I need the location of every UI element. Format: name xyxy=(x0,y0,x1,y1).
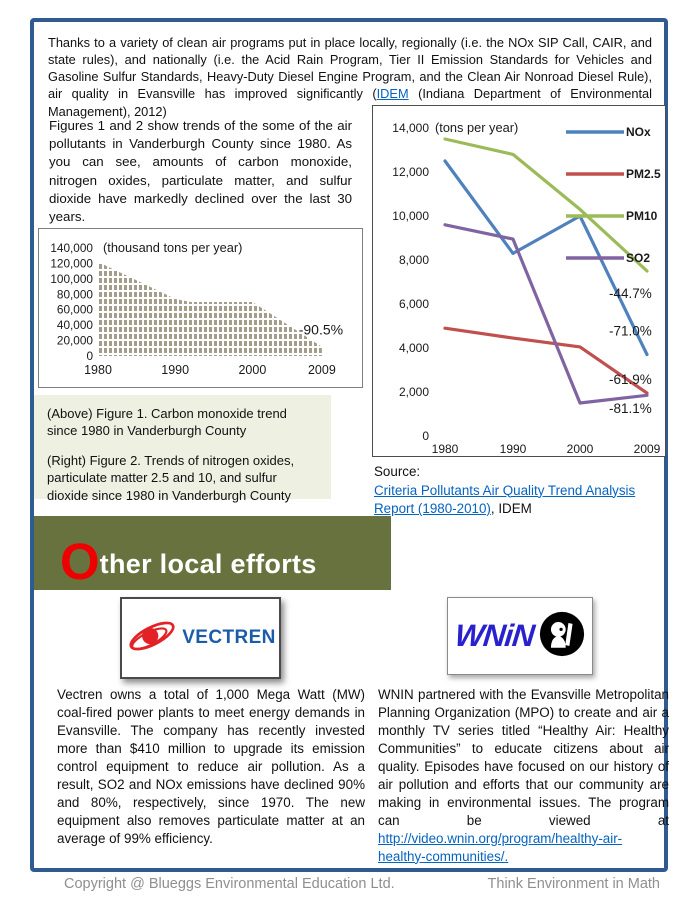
svg-text:-44.7%: -44.7% xyxy=(609,286,652,301)
svg-text:1990: 1990 xyxy=(499,442,527,456)
wnin-logo xyxy=(447,597,593,675)
svg-text:2009: 2009 xyxy=(633,442,661,456)
page-footer xyxy=(30,876,668,892)
figure1-area-chart xyxy=(39,229,362,387)
svg-text:1980: 1980 xyxy=(431,442,459,456)
svg-text:8,000: 8,000 xyxy=(398,253,429,267)
svg-text:2000: 2000 xyxy=(566,442,594,456)
svg-text:2009: 2009 xyxy=(307,363,336,377)
source-suffix: , IDEM xyxy=(490,501,532,516)
svg-text:1980: 1980 xyxy=(84,363,112,377)
other-local-efforts-banner xyxy=(34,516,391,590)
figures-description-paragraph: Figures 1 and 2 show trends of the some of the air pollutants in Vanderburgh County since 1980. As you can see, amounts of carbon monoxide, nitrogen oxides, particulate matter, and sulfur dioxide have markedly declined over the last 30 years. xyxy=(49,118,352,225)
figure2-caption: (Right) Figure 2. Trends of nitrogen oxides, particulate matter 2.5 and 10, and sulfur dioxide since 1980 in Vanderburgh County xyxy=(47,453,295,503)
svg-text:(tons per year): (tons per year) xyxy=(435,120,519,135)
footer-tagline: Think Environment in Math xyxy=(487,876,660,892)
svg-text:80,000: 80,000 xyxy=(56,287,93,302)
svg-text:100,000: 100,000 xyxy=(50,271,93,286)
svg-text:14,000: 14,000 xyxy=(392,121,429,135)
svg-text:-71.0%: -71.0% xyxy=(609,323,652,339)
source-label: Source: xyxy=(374,464,421,479)
svg-text:20,000: 20,000 xyxy=(56,333,93,348)
vectren-wordmark: VECTREN xyxy=(182,627,276,648)
svg-text:0: 0 xyxy=(86,349,93,363)
figure2-line-chart xyxy=(373,106,665,456)
wnin-wordmark: WNiN xyxy=(453,618,536,653)
vectren-logo xyxy=(120,597,281,679)
figure1-caption: (Above) Figure 1. Carbon monoxide trend since 1980 in Vanderburgh County xyxy=(47,406,287,439)
intro-text-before-link: Thanks to a variety of clean air programs put in place locally, regionally (i.e. the NOx SIP Call, CAIR, and state rules), and nationally (i.e. the Acid Rain Program, Tier II Emission Standards for Vehicles and Gasoline Sulfur Standards, Heavy-Duty Diesel Engine Program, and the Clean Air Nonroad Diesel Rule), air quality in Evansville has improved significantly ( xyxy=(48,35,652,102)
svg-text:60,000: 60,000 xyxy=(56,302,93,317)
svg-text:-90.5%: -90.5% xyxy=(298,321,344,338)
footer-copyright: Copyright @ Blueggs Environmental Education Ltd. xyxy=(64,876,395,892)
svg-text:(thousand tons per year): (thousand tons per year) xyxy=(103,240,243,255)
figure2-chart-box xyxy=(372,105,666,457)
page-border-frame xyxy=(30,18,668,872)
svg-text:-81.1%: -81.1% xyxy=(609,401,652,417)
svg-text:12,000: 12,000 xyxy=(392,165,429,179)
wnin-video-link[interactable]: http://video.wnin.org/program/healthy-air-healthy-communities/. xyxy=(378,830,623,864)
svg-text:140,000: 140,000 xyxy=(50,241,93,255)
figure-captions-box xyxy=(34,395,331,503)
source-block xyxy=(374,463,667,519)
svg-text:PM2.5: PM2.5 xyxy=(626,167,661,181)
svg-text:PM10: PM10 xyxy=(626,209,658,223)
intro-text-after-link: (Indiana Department of Environmental Management), 2012) xyxy=(48,86,653,119)
banner-initial-letter: O xyxy=(60,533,100,591)
svg-text:6,000: 6,000 xyxy=(398,297,429,311)
wnin-text-before-link: WNIN partnered with the Evansville Metropolitan Planning Organization (MPO) to create and air a monthly TV series titled “Healthy Air: Healthy Communities” to educate citizens about air quality. Episodes have focused on our history of air pollution and efforts that our community are making in environmental issues. The program can be viewed at xyxy=(378,687,669,828)
svg-text:120,000: 120,000 xyxy=(50,256,93,271)
wnin-paragraph xyxy=(378,686,669,866)
svg-text:2000: 2000 xyxy=(238,363,267,377)
svg-text:2,000: 2,000 xyxy=(398,385,429,399)
svg-text:SO2: SO2 xyxy=(626,251,651,265)
idem-link[interactable]: IDEM xyxy=(376,86,409,102)
svg-text:10,000: 10,000 xyxy=(392,209,429,223)
svg-text:4,000: 4,000 xyxy=(398,341,429,355)
figure1-chart-box xyxy=(38,228,363,388)
svg-text:NOx: NOx xyxy=(626,125,651,139)
svg-text:0: 0 xyxy=(422,429,429,443)
vectren-paragraph: Vectren owns a total of 1,000 Mega Watt (MW) coal-fired power plants to meet energy demands in Evansville. The company has recently invested more than $410 million to upgrade its emission control equipment to reduce air pollution. As a result, SO2 and NOx emissions have declined 90% and 80%, respectively, since 1970. The new equipment also removes particulate matter at an average of 99% efficiency. xyxy=(57,687,365,846)
pbs-head-icon xyxy=(539,611,585,662)
svg-text:40,000: 40,000 xyxy=(56,318,93,333)
banner-title-text: ther local efforts xyxy=(99,549,317,579)
vectren-swoosh-icon xyxy=(125,614,179,663)
source-report-link[interactable]: Criteria Pollutants Air Quality Trend Analysis Report (1980-2010) xyxy=(374,482,636,516)
svg-text:-61.9%: -61.9% xyxy=(609,371,652,387)
svg-text:1990: 1990 xyxy=(161,363,190,377)
